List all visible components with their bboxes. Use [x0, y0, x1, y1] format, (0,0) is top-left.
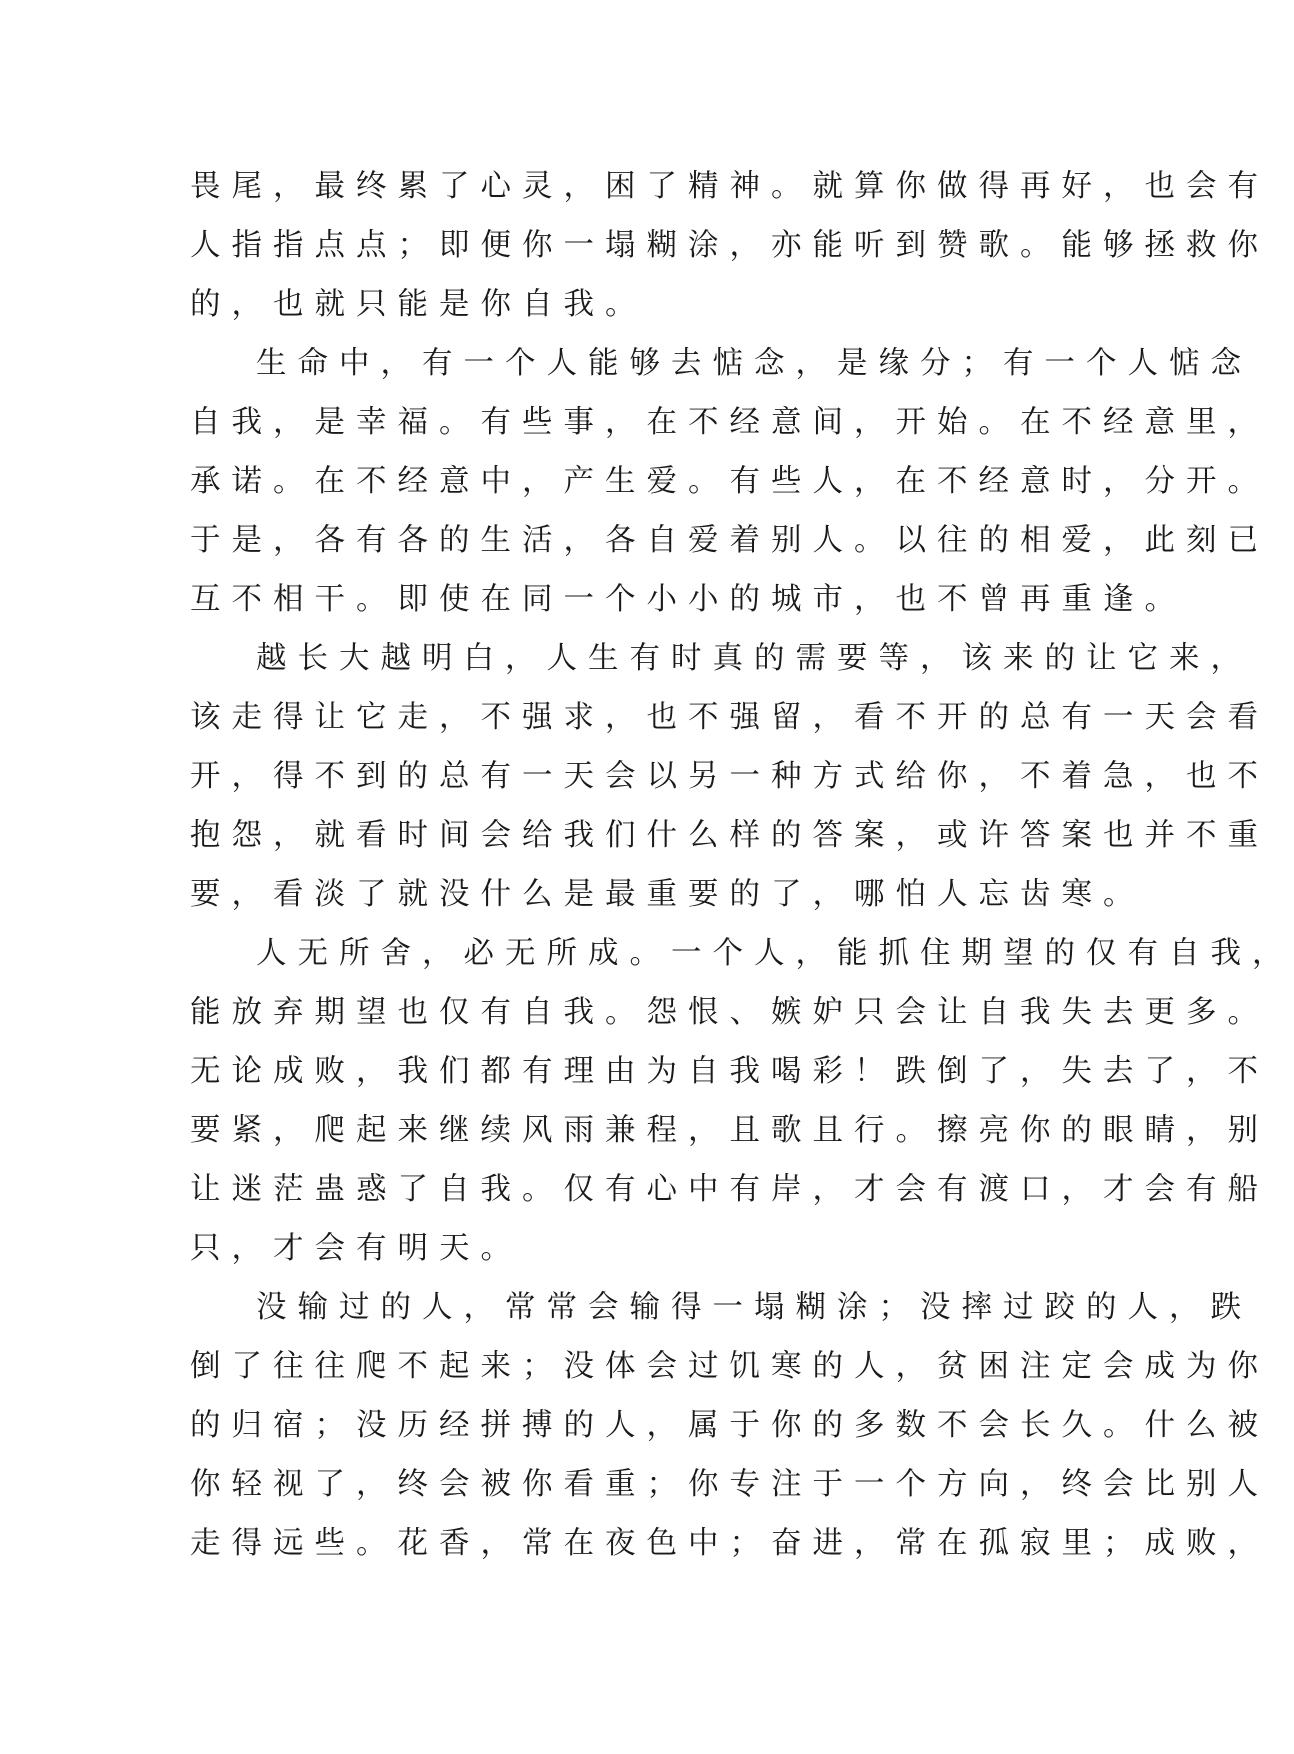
text-line: 于是，各有各的生活，各自爱着别人。以往的相爱，此刻已 [190, 523, 1269, 558]
paragraph-first-line: 没输过的人，常常会输得一塌糊涂；没摔过跤的人，跌 [256, 1290, 1252, 1325]
text-line: 走得远些。花香，常在夜色中；奋进，常在孤寂里；成败， [190, 1526, 1269, 1561]
text-line: 开，得不到的总有一天会以另一种方式给你，不着急，也不 [190, 759, 1269, 794]
text-line: 人指指点点；即便你一塌糊涂，亦能听到赞歌。能够拯救你 [190, 228, 1269, 263]
paragraph-first-line: 生命中，有一个人能够去惦念，是缘分；有一个人惦念 [256, 346, 1252, 381]
text-line: 倒了往往爬不起来；没体会过饥寒的人，贫困注定会成为你 [190, 1349, 1269, 1384]
text-line: 你轻视了，终会被你看重；你专注于一个方向，终会比别人 [190, 1467, 1269, 1502]
text-line: 互不相干。即使在同一个小小的城市，也不曾再重逢。 [190, 582, 1186, 617]
text-line: 抱怨，就看时间会给我们什么样的答案，或许答案也并不重 [190, 818, 1269, 853]
paragraph-first-line: 越长大越明白，人生有时真的需要等，该来的让它来， [256, 641, 1252, 676]
body-text [190, 157, 1294, 1573]
text-line: 自我，是幸福。有些事，在不经意间，开始。在不经意里， [190, 405, 1269, 440]
text-line: 无论成败，我们都有理由为自我喝彩！跌倒了，失去了，不 [190, 1054, 1269, 1089]
text-line: 能放弃期望也仅有自我。怨恨、嫉妒只会让自我失去更多。 [190, 995, 1269, 1030]
text-line: 畏尾，最终累了心灵，困了精神。就算你做得再好，也会有 [190, 169, 1269, 204]
text-line: 让迷茫蛊惑了自我。仅有心中有岸，才会有渡口，才会有船 [190, 1172, 1269, 1207]
text-line: 要，看淡了就没什么是最重要的了，哪怕人忘齿寒。 [190, 877, 1145, 912]
text-line: 要紧，爬起来继续风雨兼程，且歌且行。擦亮你的眼睛，别 [190, 1113, 1269, 1148]
text-line: 承诺。在不经意中，产生爱。有些人，在不经意时，分开。 [190, 464, 1269, 499]
text-line: 只，才会有明天。 [190, 1231, 522, 1266]
text-line: 该走得让它走，不强求，也不强留，看不开的总有一天会看 [190, 700, 1269, 735]
paragraph-first-line: 人无所舍，必无所成。一个人，能抓住期望的仅有自我， [256, 936, 1294, 971]
text-line: 的，也就只能是你自我。 [190, 287, 647, 322]
text-line: 的归宿；没历经拼搏的人，属于你的多数不会长久。什么被 [190, 1408, 1269, 1443]
